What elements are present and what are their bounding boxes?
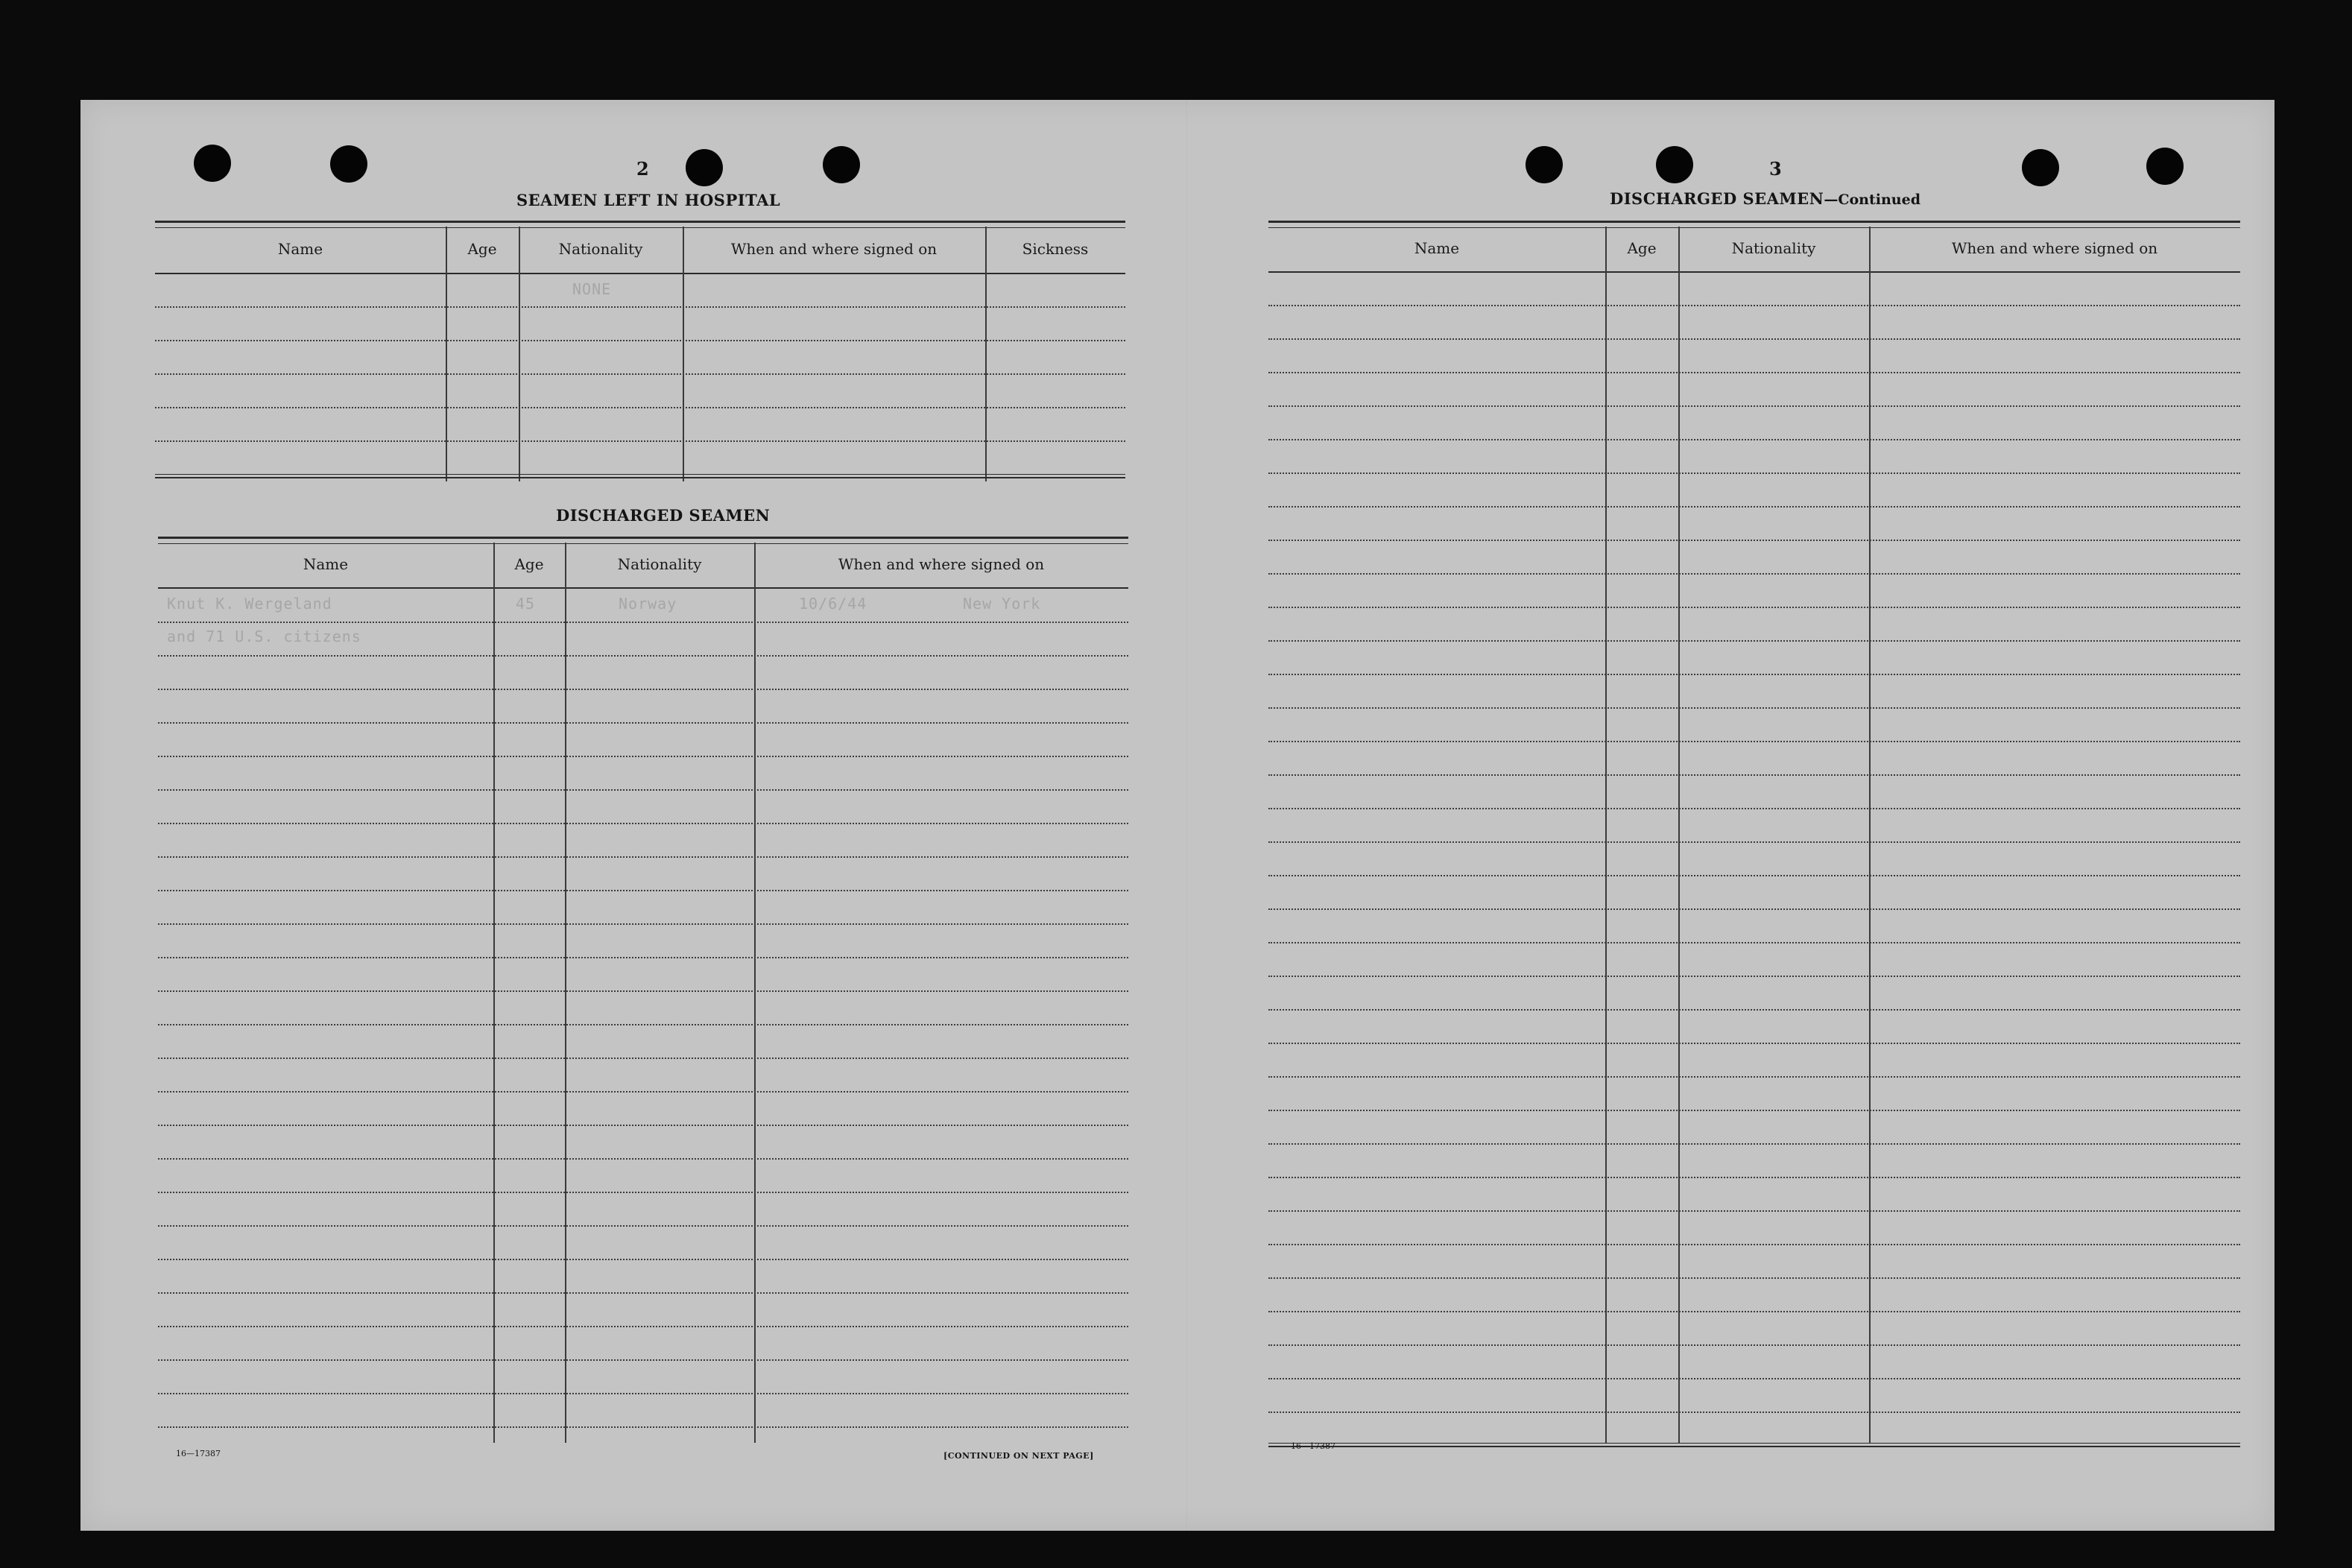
continued-header-name: Name <box>1414 239 1460 257</box>
punch-hole <box>194 145 231 182</box>
hospital-header-name: Name <box>277 240 323 258</box>
document-sheet <box>80 100 2274 1531</box>
continued-header-nationality: Nationality <box>1731 239 1816 257</box>
punch-hole <box>2146 148 2184 185</box>
continued-header-age: Age <box>1627 239 1657 257</box>
discharged-row-date: 10/6/44 <box>799 595 867 613</box>
discharged-row-name: Knut K. Wergeland <box>167 595 332 613</box>
discharged-header-name: Name <box>303 555 349 573</box>
punch-hole <box>2022 149 2059 186</box>
discharged-header-nationality: Nationality <box>617 555 702 573</box>
continued-header-signed-on: When and where signed on <box>1951 239 2158 257</box>
discharged-header-age: Age <box>514 555 544 573</box>
page-fold <box>1186 100 1188 1531</box>
discharged-table <box>158 537 1128 1544</box>
discharged-row-age: 45 <box>516 595 536 613</box>
right-title-main: DISCHARGED SEAMEN <box>1610 189 1824 208</box>
left-footer-code: 16—17387 <box>176 1449 221 1458</box>
hospital-table <box>155 221 1125 481</box>
continued-note: [CONTINUED ON NEXT PAGE] <box>943 1451 1094 1461</box>
discharged-title: DISCHARGED SEAMEN <box>556 506 771 525</box>
discharged-continued-table <box>1268 221 2240 1544</box>
right-footer-code: 16—17387 <box>1291 1441 1335 1451</box>
punch-hole <box>1656 146 1693 183</box>
hospital-title: SEAMEN LEFT IN HOSPITAL <box>516 191 781 209</box>
discharged-header-signed-on: When and where signed on <box>838 555 1045 573</box>
hospital-header-nationality: Nationality <box>558 240 643 258</box>
punch-hole <box>330 145 367 183</box>
punch-hole <box>823 146 860 183</box>
right-page-number: 3 <box>1769 158 1782 180</box>
punch-hole <box>1526 146 1563 183</box>
hospital-header-sickness: Sickness <box>1022 240 1089 258</box>
discharged-row-name: and 71 U.S. citizens <box>167 627 361 645</box>
hospital-header-signed-on: When and where signed on <box>730 240 938 258</box>
discharged-row-nationality: Norway <box>619 595 677 613</box>
discharged-row-place: New York <box>963 595 1041 613</box>
right-title <box>1610 189 1921 208</box>
hospital-header-age: Age <box>467 240 497 258</box>
hospital-entry: NONE <box>572 280 612 298</box>
punch-hole <box>686 149 723 186</box>
left-page-number: 2 <box>636 158 649 180</box>
right-title-suffix: —Continued <box>1824 192 1921 208</box>
